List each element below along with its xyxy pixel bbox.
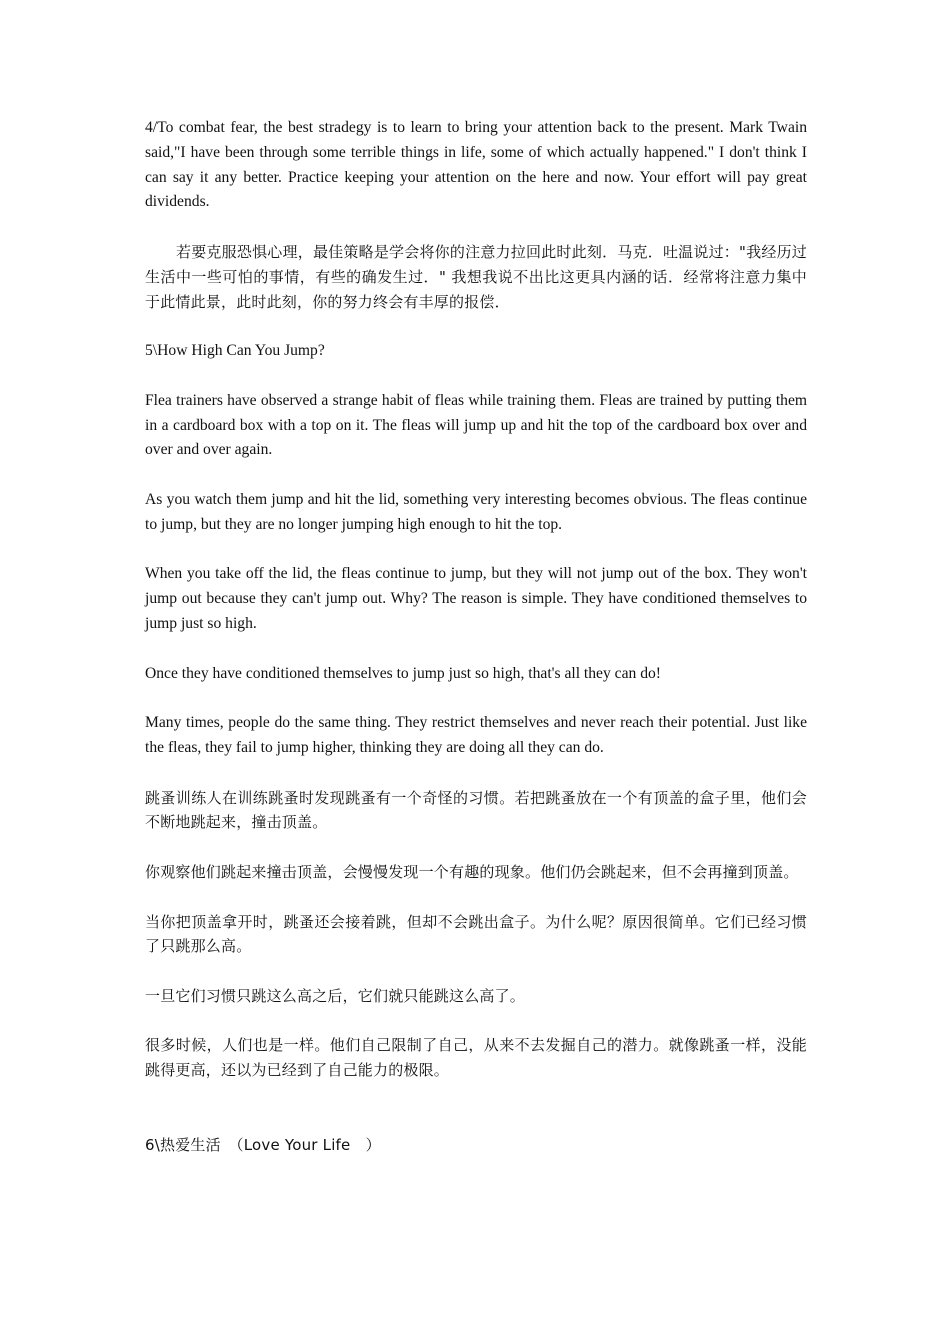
- paragraph-combat-fear-en: 4/To combat fear, the best stradegy is to learn to bring your attention back to the present. Mark Twain said,"I have been through some terrible things in life, some of which actually happened." I don't think I can say it any better. Practice keeping your attention on the here and now. Your effort will pay great dividends.: [145, 119, 807, 211]
- paragraph-conditioned-en: Once they have conditioned themselves to jump just so high, that's all they can do!: [145, 664, 661, 682]
- paragraph-take-off-lid-en: When you take off the lid, the fleas continue to jump, but they will not jump out of the box. They won't jump out because they can't jump out. Why? The reason is simple. They have conditioned themselves to jump just so high.: [145, 565, 807, 632]
- document-body: [145, 116, 807, 1182]
- section-heading-how-high: 5\How High Can You Jump?: [145, 342, 325, 360]
- paragraph-people-same-zh: 很多时候，人们也是一样。他们自己限制了自己，从来不去发掘自己的潜力。就像跳蚤一样，没能跳得更高，还以为已经到了自己能力的极限。: [145, 1036, 807, 1080]
- paragraph-people-same-en: Many times, people do the same thing. They restrict themselves and never reach their potential. Just like the fleas, they fail to jump higher, thinking they are doing all they can do.: [145, 714, 807, 756]
- paragraph-take-off-lid-zh: 当你把顶盖拿开时，跳蚤还会接着跳，但却不会跳出盒子。为什么呢？原因很简单。它们已经习惯了只跳那么高。: [145, 912, 807, 956]
- paragraph-watch-jump-zh: 你观察他们跳起来撞击顶盖，会慢慢发现一个有趣的现象。他们仍会跳起来，但不会再撞到顶盖。: [145, 862, 799, 881]
- paragraph-watch-jump-en: As you watch them jump and hit the lid, something very interesting becomes obvious. The fleas continue to jump, but they are no longer jumping high enough to hit the top.: [145, 490, 807, 533]
- paragraph-flea-trainers-zh: 跳蚤训练人在训练跳蚤时发现跳蚤有一个奇怪的习惯。若把跳蚤放在一个有顶盖的盒子里，他们会不断地跳起来，撞击顶盖。: [145, 788, 807, 832]
- section-heading-love-your-life: 6\热爱生活 （Love Your Life ）: [145, 1135, 381, 1154]
- paragraph-conditioned-zh: 一旦它们习惯只跳这么高之后，它们就只能跳这么高了。: [145, 986, 526, 1005]
- paragraph-combat-fear-zh: 若要克服恐惧心理，最佳策略是学会将你的注意力拉回此时此刻．马克．吐温说过："我经历过生活中一些可怕的事情，有些的确发生过．" 我想我说不出比这更具内涵的话．经常将注意力集中于此情此景，此时此刻，你的努力终会有丰厚的报偿．: [145, 242, 807, 311]
- paragraph-flea-trainers-en: Flea trainers have observed a strange habit of fleas while training them. Fleas are trained by putting them in a cardboard box with a top on it. The fleas will jump up and hit the top of the cardboard box over and over and over again.: [145, 391, 807, 459]
